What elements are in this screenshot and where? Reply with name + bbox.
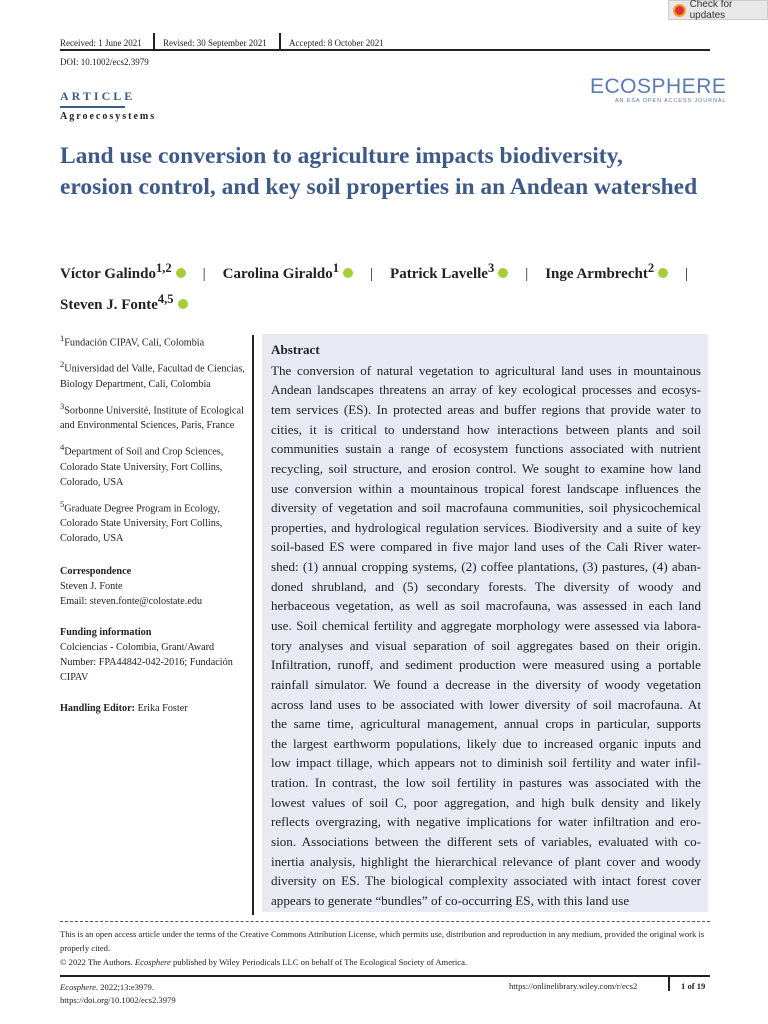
separator: |: [685, 266, 689, 282]
abstract-line: inertia analysis, highlight the hierarchical relevance of plant cover and woody: [271, 853, 701, 869]
abstract-line: tration. In contrast, the low soil fertility in pastures was associated with the: [271, 775, 701, 791]
affiliation-text: Fundación CIPAV, Cali, Colombia: [64, 337, 205, 349]
abstract-line: properties, and hydrological regulation services. Biodiversity and a suite of key: [271, 519, 701, 535]
author-sup: 1: [332, 261, 340, 275]
copyright: [60, 955, 720, 969]
affiliation: [60, 399, 245, 433]
abstract-line: communities sustain a range of ecosystem functions associated with nutrient: [271, 441, 701, 457]
separator: |: [525, 266, 529, 282]
footer-rule: [60, 975, 710, 977]
article-type-underline: [60, 106, 125, 108]
copyright-post: published by Wiley Periodicals LLC on behalf of The Ecological Society of America.: [170, 957, 468, 967]
divider: [153, 33, 155, 49]
affiliation-sup: 1: [60, 333, 65, 343]
divider: [668, 977, 670, 991]
abstract-line: low impact tillage, which appears not to diminish soil fertility and water infil-: [271, 755, 701, 771]
funding: [60, 625, 245, 685]
affiliation-sup: 5: [60, 498, 65, 509]
author[interactable]: [545, 261, 668, 282]
author-sup: 2: [647, 261, 655, 275]
author[interactable]: [60, 261, 186, 282]
orcid-icon[interactable]: [343, 268, 353, 278]
funding-text: Colciencias - Colombia, Grant/Award Number: FPA44842-042-2016; Fundación CIPAV: [60, 641, 233, 683]
abstract-line: herbaceous vegetation, as well as soil macrofauna, was assessed in each land: [271, 598, 701, 614]
footer-citation: [60, 981, 176, 1007]
correspondence-name: Steven J. Fonte: [60, 580, 123, 592]
author-sup: 3: [487, 261, 495, 275]
page-number: 1 of 19: [681, 981, 706, 991]
doi[interactable]: DOI: 10.1002/ecs2.3979: [60, 57, 149, 67]
abstract-line: appears to generate “bundles” of co-occurring ES, with this land use: [271, 892, 630, 908]
accepted-date: Accepted: 8 October 2021: [289, 38, 384, 48]
orcid-icon[interactable]: [498, 268, 508, 278]
author-list: [60, 256, 720, 318]
author-name: Carolina Giraldo: [222, 266, 333, 282]
abstract-line: soil-based ES were compared in five major land uses of the Cali River water-: [271, 539, 701, 555]
author-name: Víctor Galindo: [60, 266, 156, 282]
copyright-journal: Ecosphere: [134, 957, 171, 967]
orcid-icon[interactable]: [658, 268, 668, 278]
affiliation-text: Department of Soil and Crop Sciences, Colorado State University, Fort Collins, Colorado, USA: [60, 446, 224, 488]
journal-logo[interactable]: [590, 76, 726, 104]
footer-journal: Ecosphere.: [60, 982, 99, 992]
abstract-line: The conversion of natural vegetation to agricultural land uses in mountainous: [271, 362, 701, 378]
correspondence: [60, 564, 245, 609]
abstract-line: diversity on ES. The biological complexity associated with intact forest cover: [271, 873, 701, 889]
abstract-line: use. Soil chemical fertility and aggregate morphology were assessed via labora-: [271, 617, 701, 633]
received-date: Received: 1 June 2021: [60, 38, 142, 48]
separator: |: [202, 266, 206, 282]
orcid-icon[interactable]: [178, 299, 188, 309]
author[interactable]: [222, 261, 353, 282]
abstract-line: rainfall simulator. We found a decrease in the diversity of woody vegetation: [271, 676, 701, 692]
abstract-line: across land uses to be associated with lower diversity of soil macrofauna. At: [271, 696, 701, 712]
license-divider: [60, 921, 710, 922]
abstract-line: the same time, agricultural management, annual crops in particular, supports: [271, 716, 701, 732]
license-statement: This is an open access article under the terms of the Creative Commons Attribution License, which permits use, distribution and reproduction in any medium, provided the original work is properly cited.: [60, 929, 705, 953]
crossmark-icon: [673, 4, 686, 17]
author-name: Patrick Lavelle: [390, 266, 488, 282]
divider: [279, 33, 281, 49]
abstract-line: shed: (1) annual cropping systems, (2) coffee plantations, (3) pastures, (4) aban-: [271, 559, 701, 575]
footer-citation-text: 2022;13:e3979.: [98, 982, 154, 992]
abstract-line: cities, it is critical to understand how interactions between plants and soil: [271, 421, 701, 437]
author[interactable]: [60, 292, 188, 313]
affiliation: [60, 357, 245, 391]
section-label: Agroecosystems: [60, 111, 157, 122]
affiliation-sup: 2: [60, 359, 65, 370]
author-name: Inge Armbrecht: [545, 266, 648, 282]
abstract-heading: Abstract: [271, 342, 320, 357]
revised-date: Revised: 30 September 2021: [163, 38, 267, 48]
abstract-line: Andean landscapes threatens an array of key ecological processes and ecosys-: [271, 382, 701, 398]
article-type: ARTICLE: [60, 89, 136, 103]
correspondence-heading: Correspondence: [60, 565, 132, 577]
abstract-line: tem services (ES). In protected areas and buffer regions that provide water to: [271, 401, 701, 417]
abstract-line: sion. Associations between the different sets of variables, evaluated with co-: [271, 834, 701, 850]
sidebar-info: [60, 331, 245, 716]
check-updates-label: Check for updates: [689, 0, 733, 21]
license-text: [60, 927, 720, 969]
copyright-pre: © 2022 The Authors.: [60, 957, 135, 967]
article-title: Land use conversion to agriculture impacts biodiversity, erosion control, and key soil properties in an Andean watershed: [60, 143, 698, 200]
column-divider: [252, 335, 254, 915]
author-name: Steven J. Fonte: [60, 297, 158, 313]
affiliation-sup: 3: [60, 400, 65, 411]
affiliation-sup: 4: [60, 442, 65, 453]
abstract-line: tory analyses and visual separation of soil aggregates based on their origin.: [271, 637, 701, 653]
abstract: [271, 340, 701, 911]
abstract-body: [271, 361, 701, 911]
author-sup: 1,2: [155, 261, 172, 275]
abstract-line: Infiltration, runoff, and sediment production were measured using a portable: [271, 657, 701, 673]
affiliation: [60, 440, 245, 489]
editor-heading: Handling Editor:: [60, 702, 136, 714]
handling-editor: [60, 701, 245, 716]
abstract-line: reflects overgrazing, with negative implications for water infiltration and ero-: [271, 814, 701, 830]
affiliation-text: Sorbonne Université, Institute of Ecological and Environmental Sciences, Paris, France: [60, 405, 244, 432]
author[interactable]: [390, 261, 508, 282]
abstract-line: recycling, soil structure, and erosion control. We sought to examine how land: [271, 460, 701, 476]
check-for-updates-button[interactable]: [668, 0, 768, 20]
affiliation-text: Graduate Degree Program in Ecology, Colorado State University, Fort Collins, Colorado, USA: [60, 502, 223, 544]
abstract-line: use conversion within a mountainous tropical forest landscape influences the: [271, 480, 701, 496]
header-rule: [60, 49, 710, 51]
correspondence-email[interactable]: Email: steven.fonte@colostate.edu: [60, 595, 203, 607]
affiliation: [60, 497, 245, 546]
orcid-icon[interactable]: [176, 268, 186, 278]
journal-url-link[interactable]: https://onlinelibrary.wiley.com/r/ecs2: [509, 981, 638, 991]
separator: |: [370, 266, 374, 282]
funding-heading: Funding information: [60, 626, 152, 638]
abstract-line: lowest values of soil C, poor aggregation, and high bulk density and likely: [271, 794, 701, 810]
journal-logo-tagline: AN ESA OPEN ACCESS JOURNAL: [614, 98, 727, 104]
editor-name: Erika Foster: [137, 702, 188, 714]
footer-doi-link[interactable]: https://doi.org/10.1002/ecs2.3979: [60, 995, 176, 1005]
abstract-line: diversity of vegetation and soil macrofauna communities, soil physicochemical: [271, 500, 701, 516]
author-sup: 4,5: [157, 292, 174, 306]
affiliation-text: Universidad del Valle, Facultad de Ciencias, Biology Department, Cali, Colombia: [60, 363, 245, 390]
abstract-line: the largest earthworm populations, likely due to increased organic inputs and: [271, 735, 701, 751]
abstract-line: doned shrubland, and (5) secondary forests. The diversity of woody and: [271, 578, 701, 594]
affiliation: [60, 331, 245, 350]
journal-logo-name: ECOSPHERE: [590, 75, 727, 98]
